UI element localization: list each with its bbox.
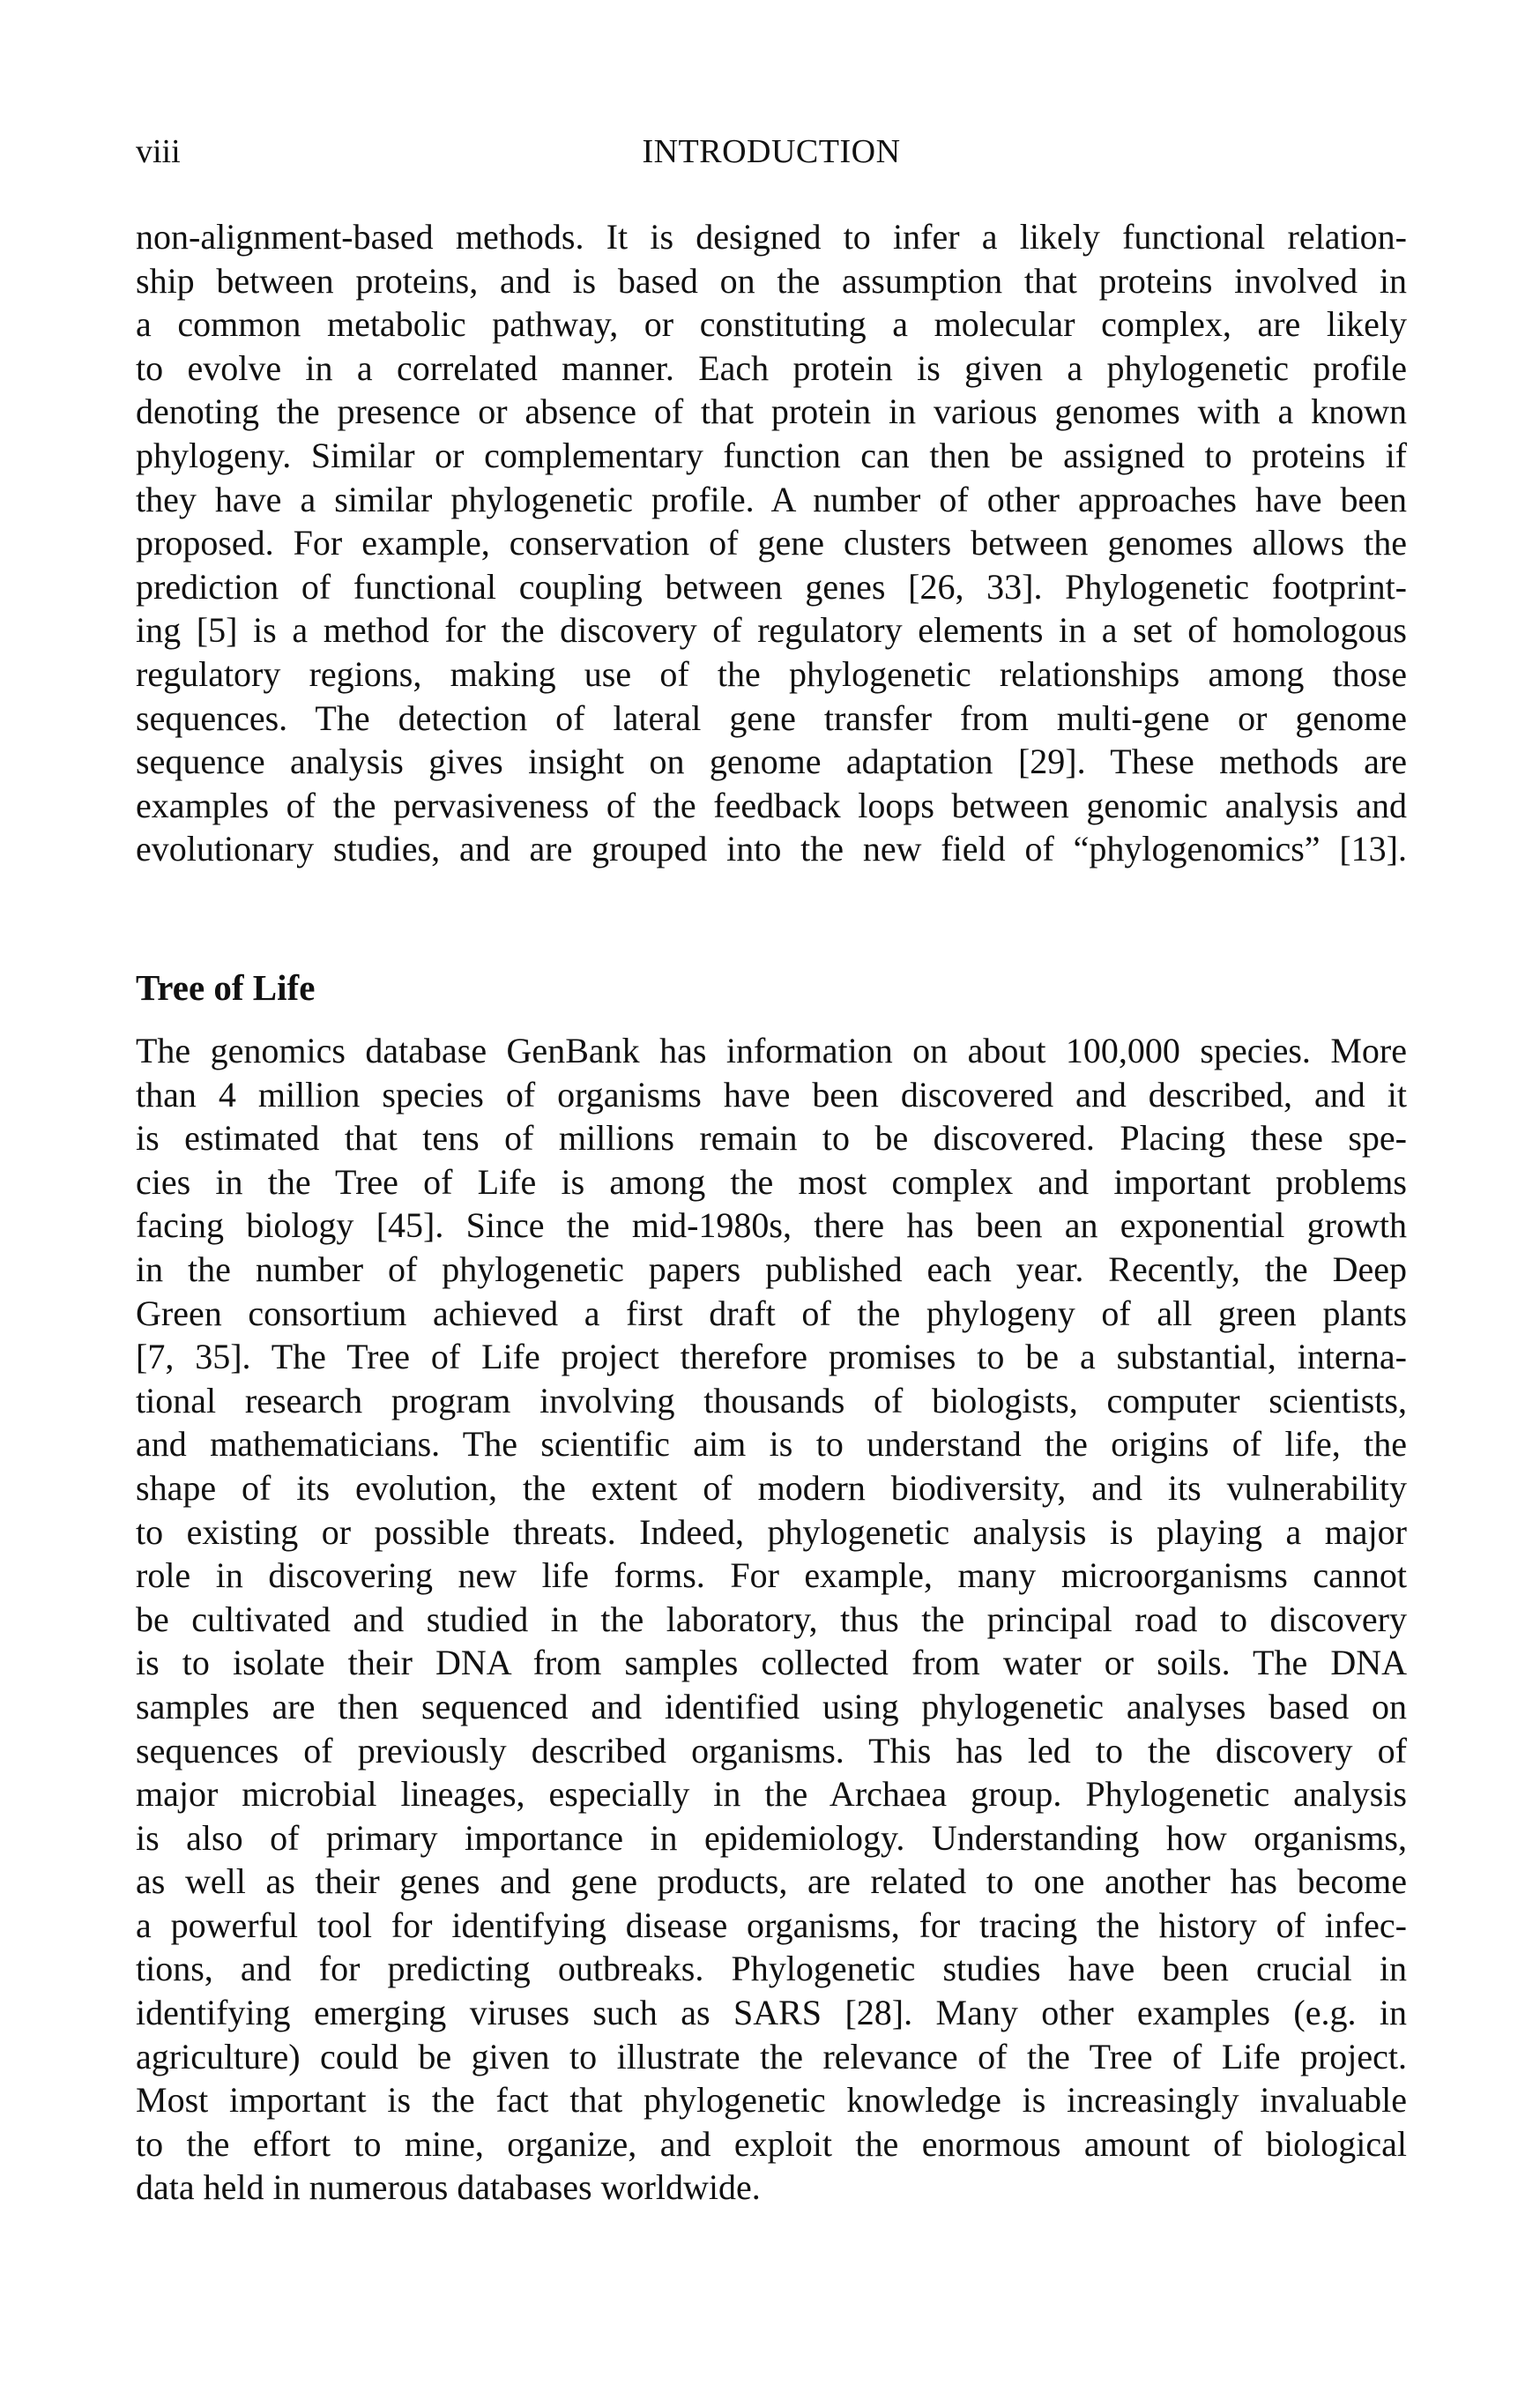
text-line: The genomics database GenBank has information on about 100,000 species. More bbox=[136, 1031, 1407, 1070]
text-line: shape of its evolution, the extent of modern biodiversity, and its vulnerability bbox=[136, 1467, 1407, 1508]
text-line: examples of the pervasiveness of the feedback loops between genomic analysis and bbox=[136, 785, 1407, 825]
text-line: in the number of phylogenetic papers published each year. Recently, the Deep bbox=[136, 1249, 1407, 1289]
text-line: evolutionary studies, and are grouped into the new field of “phylogenomics” [13]. bbox=[136, 829, 1407, 869]
text-line: ing [5] is a method for the discovery of regulatory elements in a set of homologous bbox=[136, 610, 1407, 651]
text-line: be cultivated and studied in the laboratory, thus the principal road to discovery bbox=[136, 1599, 1407, 1639]
text-line: is to isolate their DNA from samples collected from water or soils. The DNA bbox=[136, 1643, 1407, 1683]
text-line: major microbial lineages, especially in the Archaea group. Phylogenetic analysis bbox=[136, 1774, 1407, 1815]
text-line: tions, and for predicting outbreaks. Phylogenetic studies have been crucial in bbox=[136, 1949, 1407, 1989]
running-title: INTRODUCTION bbox=[642, 133, 901, 170]
paragraph-tree-of-life bbox=[136, 1029, 1407, 2210]
text-line: to evolve in a correlated manner. Each protein is given a phylogenetic profile bbox=[136, 347, 1407, 388]
text-line: ship between proteins, and is based on the assumption that proteins involved in bbox=[136, 260, 1407, 301]
text-line: phylogeny. Similar or complementary function can then be assigned to proteins if bbox=[136, 435, 1407, 475]
text-line: samples are then sequenced and identified using phylogenetic analyses based on bbox=[136, 1686, 1407, 1726]
text-line: data held in numerous databases worldwide. bbox=[136, 2167, 761, 2208]
running-head bbox=[136, 132, 1407, 171]
text-line: sequence analysis gives insight on genome adaptation [29]. These methods are bbox=[136, 742, 1407, 782]
text-line: identifying emerging viruses such as SARS [28]. Many other examples (e.g. in bbox=[136, 1993, 1407, 2033]
text-line: cies in the Tree of Life is among the most complex and important problems bbox=[136, 1161, 1407, 1202]
text-line: non-alignment-based methods. It is designed to infer a likely functional relation- bbox=[136, 217, 1407, 257]
text-line: a common metabolic pathway, or constituting a molecular complex, are likely bbox=[136, 304, 1407, 345]
text-line: Most important is the fact that phylogenetic knowledge is increasingly invaluable bbox=[136, 2080, 1407, 2121]
text-line: sequences of previously described organisms. This has led to the discovery of bbox=[136, 1730, 1407, 1771]
page-number: viii bbox=[136, 133, 181, 170]
text-line: and mathematicians. The scientific aim is to understand the origins of life, the bbox=[136, 1424, 1407, 1465]
text-line: is estimated that tens of millions remain to be discovered. Placing these spe- bbox=[136, 1118, 1407, 1159]
paragraph-phylogenomics bbox=[136, 215, 1407, 871]
text-line: proposed. For example, conservation of gene clusters between genomes allows the bbox=[136, 523, 1407, 563]
text-line: prediction of functional coupling between genes [26, 33]. Phylogenetic footprint- bbox=[136, 566, 1407, 607]
text-line: tional research program involving thousands of biologists, computer scientists, bbox=[136, 1380, 1407, 1420]
text-line: a powerful tool for identifying disease organisms, for tracing the history of infec- bbox=[136, 1905, 1407, 1945]
text-line: denoting the presence or absence of that protein in various genomes with a known bbox=[136, 391, 1407, 432]
text-line: than 4 million species of organisms have been discovered and described, and it bbox=[136, 1074, 1407, 1115]
text-line: is also of primary importance in epidemiology. Understanding how organisms, bbox=[136, 1817, 1407, 1858]
text-line: agriculture) could be given to illustrate the relevance of the Tree of Life project. bbox=[136, 2036, 1407, 2076]
text-line: [7, 35]. The Tree of Life project therefore promises to be a substantial, interna- bbox=[136, 1337, 1407, 1377]
text-line: facing biology [45]. Since the mid-1980s, there has been an exponential growth bbox=[136, 1205, 1407, 1246]
text-line: to existing or possible threats. Indeed, phylogenetic analysis is playing a major bbox=[136, 1511, 1407, 1552]
text-line: to the effort to mine, organize, and exploit the enormous amount of biological bbox=[136, 2123, 1407, 2164]
text-line: they have a similar phylogenetic profile. A number of other approaches have been bbox=[136, 479, 1407, 519]
text-line: as well as their genes and gene products, are related to one another has become bbox=[136, 1861, 1407, 1902]
text-line: role in discovering new life forms. For example, many microorganisms cannot bbox=[136, 1555, 1407, 1596]
section-heading: Tree of Life bbox=[136, 967, 316, 1008]
text-line: regulatory regions, making use of the phylogenetic relationships among those bbox=[136, 653, 1407, 694]
text-line: Green consortium achieved a first draft of the phylogeny of all green plants bbox=[136, 1293, 1407, 1333]
text-line: sequences. The detection of lateral gene transfer from multi-gene or genome bbox=[136, 697, 1407, 738]
